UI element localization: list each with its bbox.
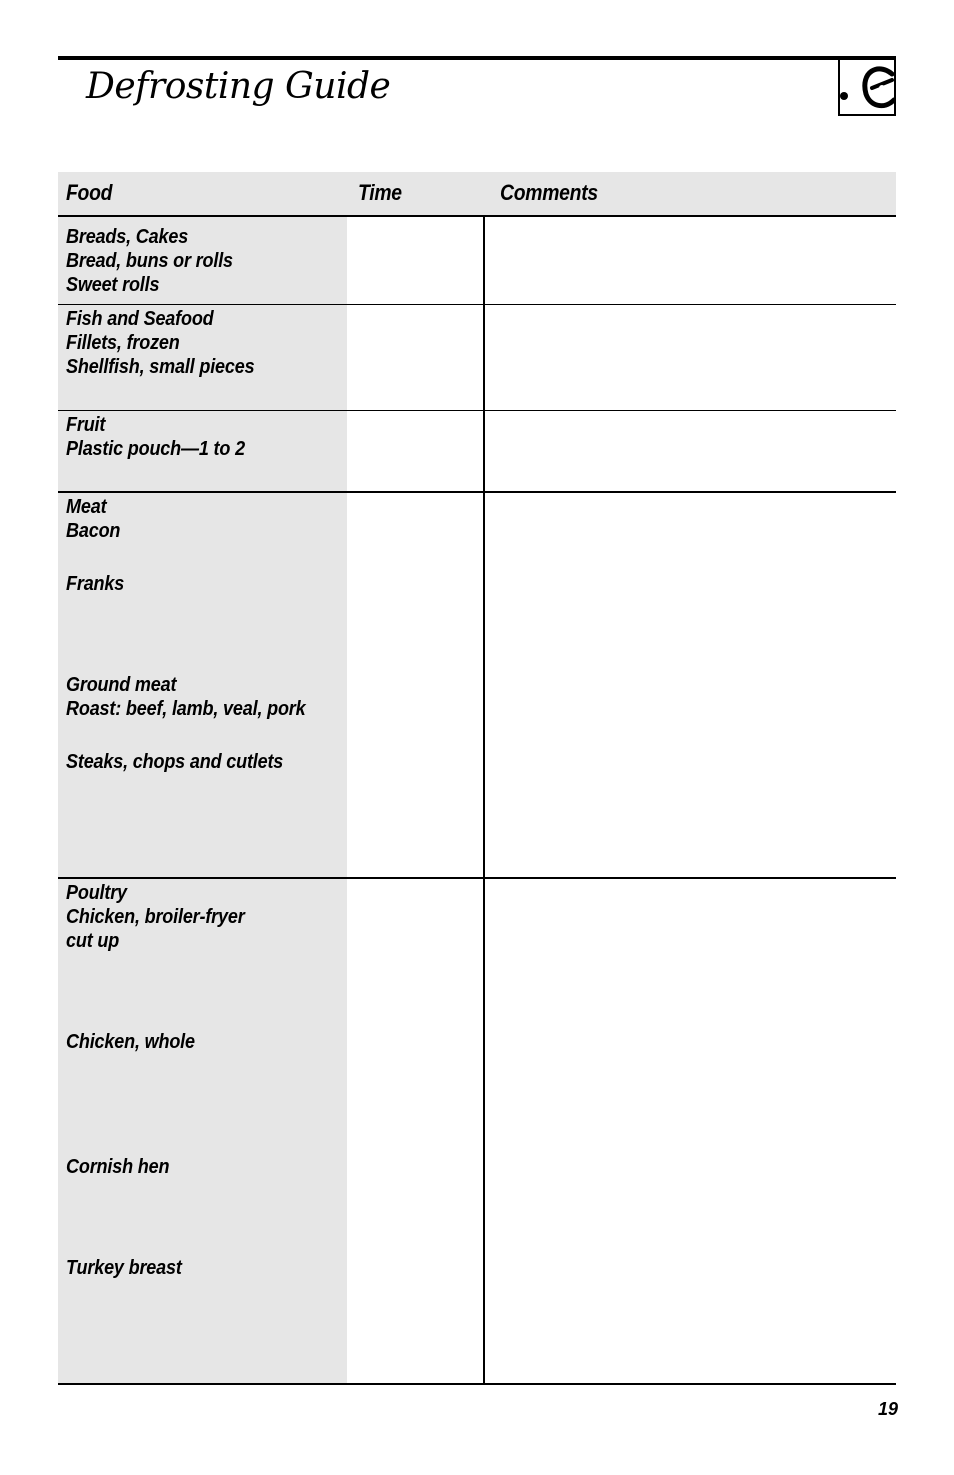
food-item: Chicken, broiler-fryer — [66, 905, 245, 928]
header-comments: Comments — [500, 180, 598, 205]
header-rule — [58, 215, 896, 217]
page-title: Defrosting Guide — [86, 66, 391, 107]
category-label: Fruit — [66, 413, 106, 436]
category-label: Breads, Cakes — [66, 225, 189, 248]
row-divider — [58, 491, 896, 493]
food-item: Fillets, frozen — [66, 331, 180, 354]
food-item: Shellfish, small pieces — [66, 355, 255, 378]
row-divider — [58, 877, 896, 879]
food-item: Roast: beef, lamb, veal, pork — [66, 697, 306, 720]
food-item: Bacon — [66, 519, 121, 542]
food-item: Sweet rolls — [66, 273, 160, 296]
food-item: Steaks, chops and cutlets — [66, 750, 284, 773]
category-label: Meat — [66, 495, 107, 518]
table-bottom-rule — [58, 1383, 896, 1385]
header-food: Food — [66, 180, 113, 205]
category-label: Poultry — [66, 881, 127, 904]
header-time: Time — [358, 180, 402, 205]
category-label: Fish and Seafood — [66, 307, 214, 330]
food-item: Franks — [66, 572, 125, 595]
defrosting-table — [58, 172, 896, 1385]
food-item: cut up — [66, 929, 120, 952]
food-item: Bread, buns or rolls — [66, 249, 233, 272]
top-rule — [58, 56, 896, 60]
food-item: Plastic pouch—1 to 2 — [66, 437, 245, 460]
table-header — [58, 172, 896, 216]
food-item: Chicken, whole — [66, 1030, 195, 1053]
column-separator — [483, 216, 485, 1385]
row-divider — [58, 304, 896, 305]
food-item: Turkey breast — [66, 1256, 182, 1279]
food-item: Cornish hen — [66, 1155, 170, 1178]
row-divider — [58, 410, 896, 411]
food-item: Ground meat — [66, 673, 177, 696]
page-number: 19 — [877, 1399, 898, 1419]
brand-logo-icon — [838, 58, 896, 116]
